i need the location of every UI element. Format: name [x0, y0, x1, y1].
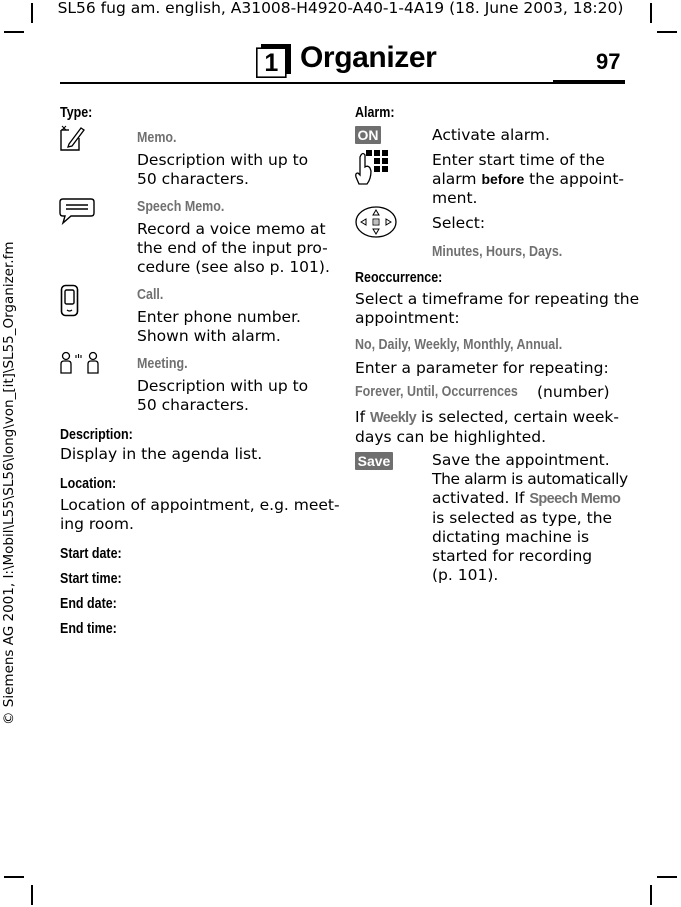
- file-path-sidebar: © Siemens AG 2001, I:\Mobil\L55\SL56\long\von_[it]\SL55_Organizer.fm: [1, 241, 17, 725]
- crop-mark: [657, 31, 677, 33]
- description-text: Display in the agenda list.: [60, 445, 263, 463]
- type-meeting-description: Description with up to 50 characters.: [137, 377, 309, 414]
- crop-mark: [650, 885, 652, 905]
- speech-memo-icon: [59, 197, 95, 225]
- type-call-description: Enter phone number. Shown with alarm.: [137, 308, 301, 345]
- chapter-number: 1: [264, 49, 279, 77]
- navigation-key-icon: [355, 206, 397, 238]
- crop-mark: [4, 31, 24, 33]
- chapter-number-icon: [256, 44, 291, 79]
- type-memo-description: Description with up to 50 characters.: [137, 151, 309, 188]
- on-key-badge: ON: [355, 126, 381, 144]
- crop-mark: [657, 876, 677, 878]
- crop-mark: [31, 885, 33, 905]
- frequency-options: No, Daily, Weekly, Monthly, Annual.: [355, 337, 563, 353]
- phone-call-icon: [60, 284, 80, 318]
- running-head: SL56 fug am. english, A31008-H4920-A40-1-4A19 (18. June 2003, 18:20): [57, 0, 624, 17]
- select-text: Select:: [432, 214, 486, 232]
- page-number: 97: [596, 49, 621, 74]
- type-memo-label: Memo.: [137, 130, 177, 146]
- crop-mark: [4, 876, 24, 878]
- save-text: Save the appointment. The alarm is automatically activated. If Speech Memo is selected as type, the dictating machine is started for recording (p. 101).: [432, 451, 628, 584]
- location-heading: Location:: [60, 476, 117, 492]
- save-key-badge: Save: [355, 452, 393, 470]
- select-options: Minutes, Hours, Days.: [432, 244, 563, 260]
- type-speech-memo-description: Record a voice memo at the end of the input pro- cedure (see also p. 101).: [137, 220, 330, 276]
- type-heading: Type:: [60, 105, 93, 121]
- meeting-icon: [59, 351, 101, 375]
- reoccurrence-heading: Reoccurrence:: [355, 270, 443, 286]
- end-date-heading: End date:: [60, 596, 117, 612]
- parameter-options: Forever, Until, Occurrences: [355, 384, 518, 400]
- reoccurrence-text: Select a timeframe for repeating the appointment:: [355, 290, 640, 327]
- alarm-heading: Alarm:: [355, 105, 395, 121]
- type-speech-memo-label: Speech Memo.: [137, 199, 225, 215]
- type-meeting-label: Meeting.: [137, 356, 188, 372]
- type-call-label: Call.: [137, 287, 164, 303]
- chapter-title: Organizer: [300, 41, 437, 74]
- on-text: Activate alarm.: [432, 126, 550, 144]
- location-text: Location of appointment, e.g. meet- ing room.: [60, 496, 340, 533]
- keypad-text: Enter start time of the alarm before the appoint- ment.: [432, 151, 624, 207]
- parameter-text: Enter a parameter for repeating:: [355, 359, 609, 377]
- keypad-icon: [355, 149, 389, 187]
- start-time-heading: Start time:: [60, 571, 122, 587]
- end-time-heading: End time:: [60, 621, 117, 637]
- memo-icon: [59, 124, 85, 152]
- weekly-text: If Weekly is selected, certain week- days can be highlighted.: [355, 408, 619, 446]
- start-date-heading: Start date:: [60, 546, 122, 562]
- description-heading: Description:: [60, 427, 133, 443]
- header-rule: [60, 82, 625, 84]
- parameter-suffix: (number): [537, 383, 610, 401]
- header-rule-accent: [553, 80, 625, 84]
